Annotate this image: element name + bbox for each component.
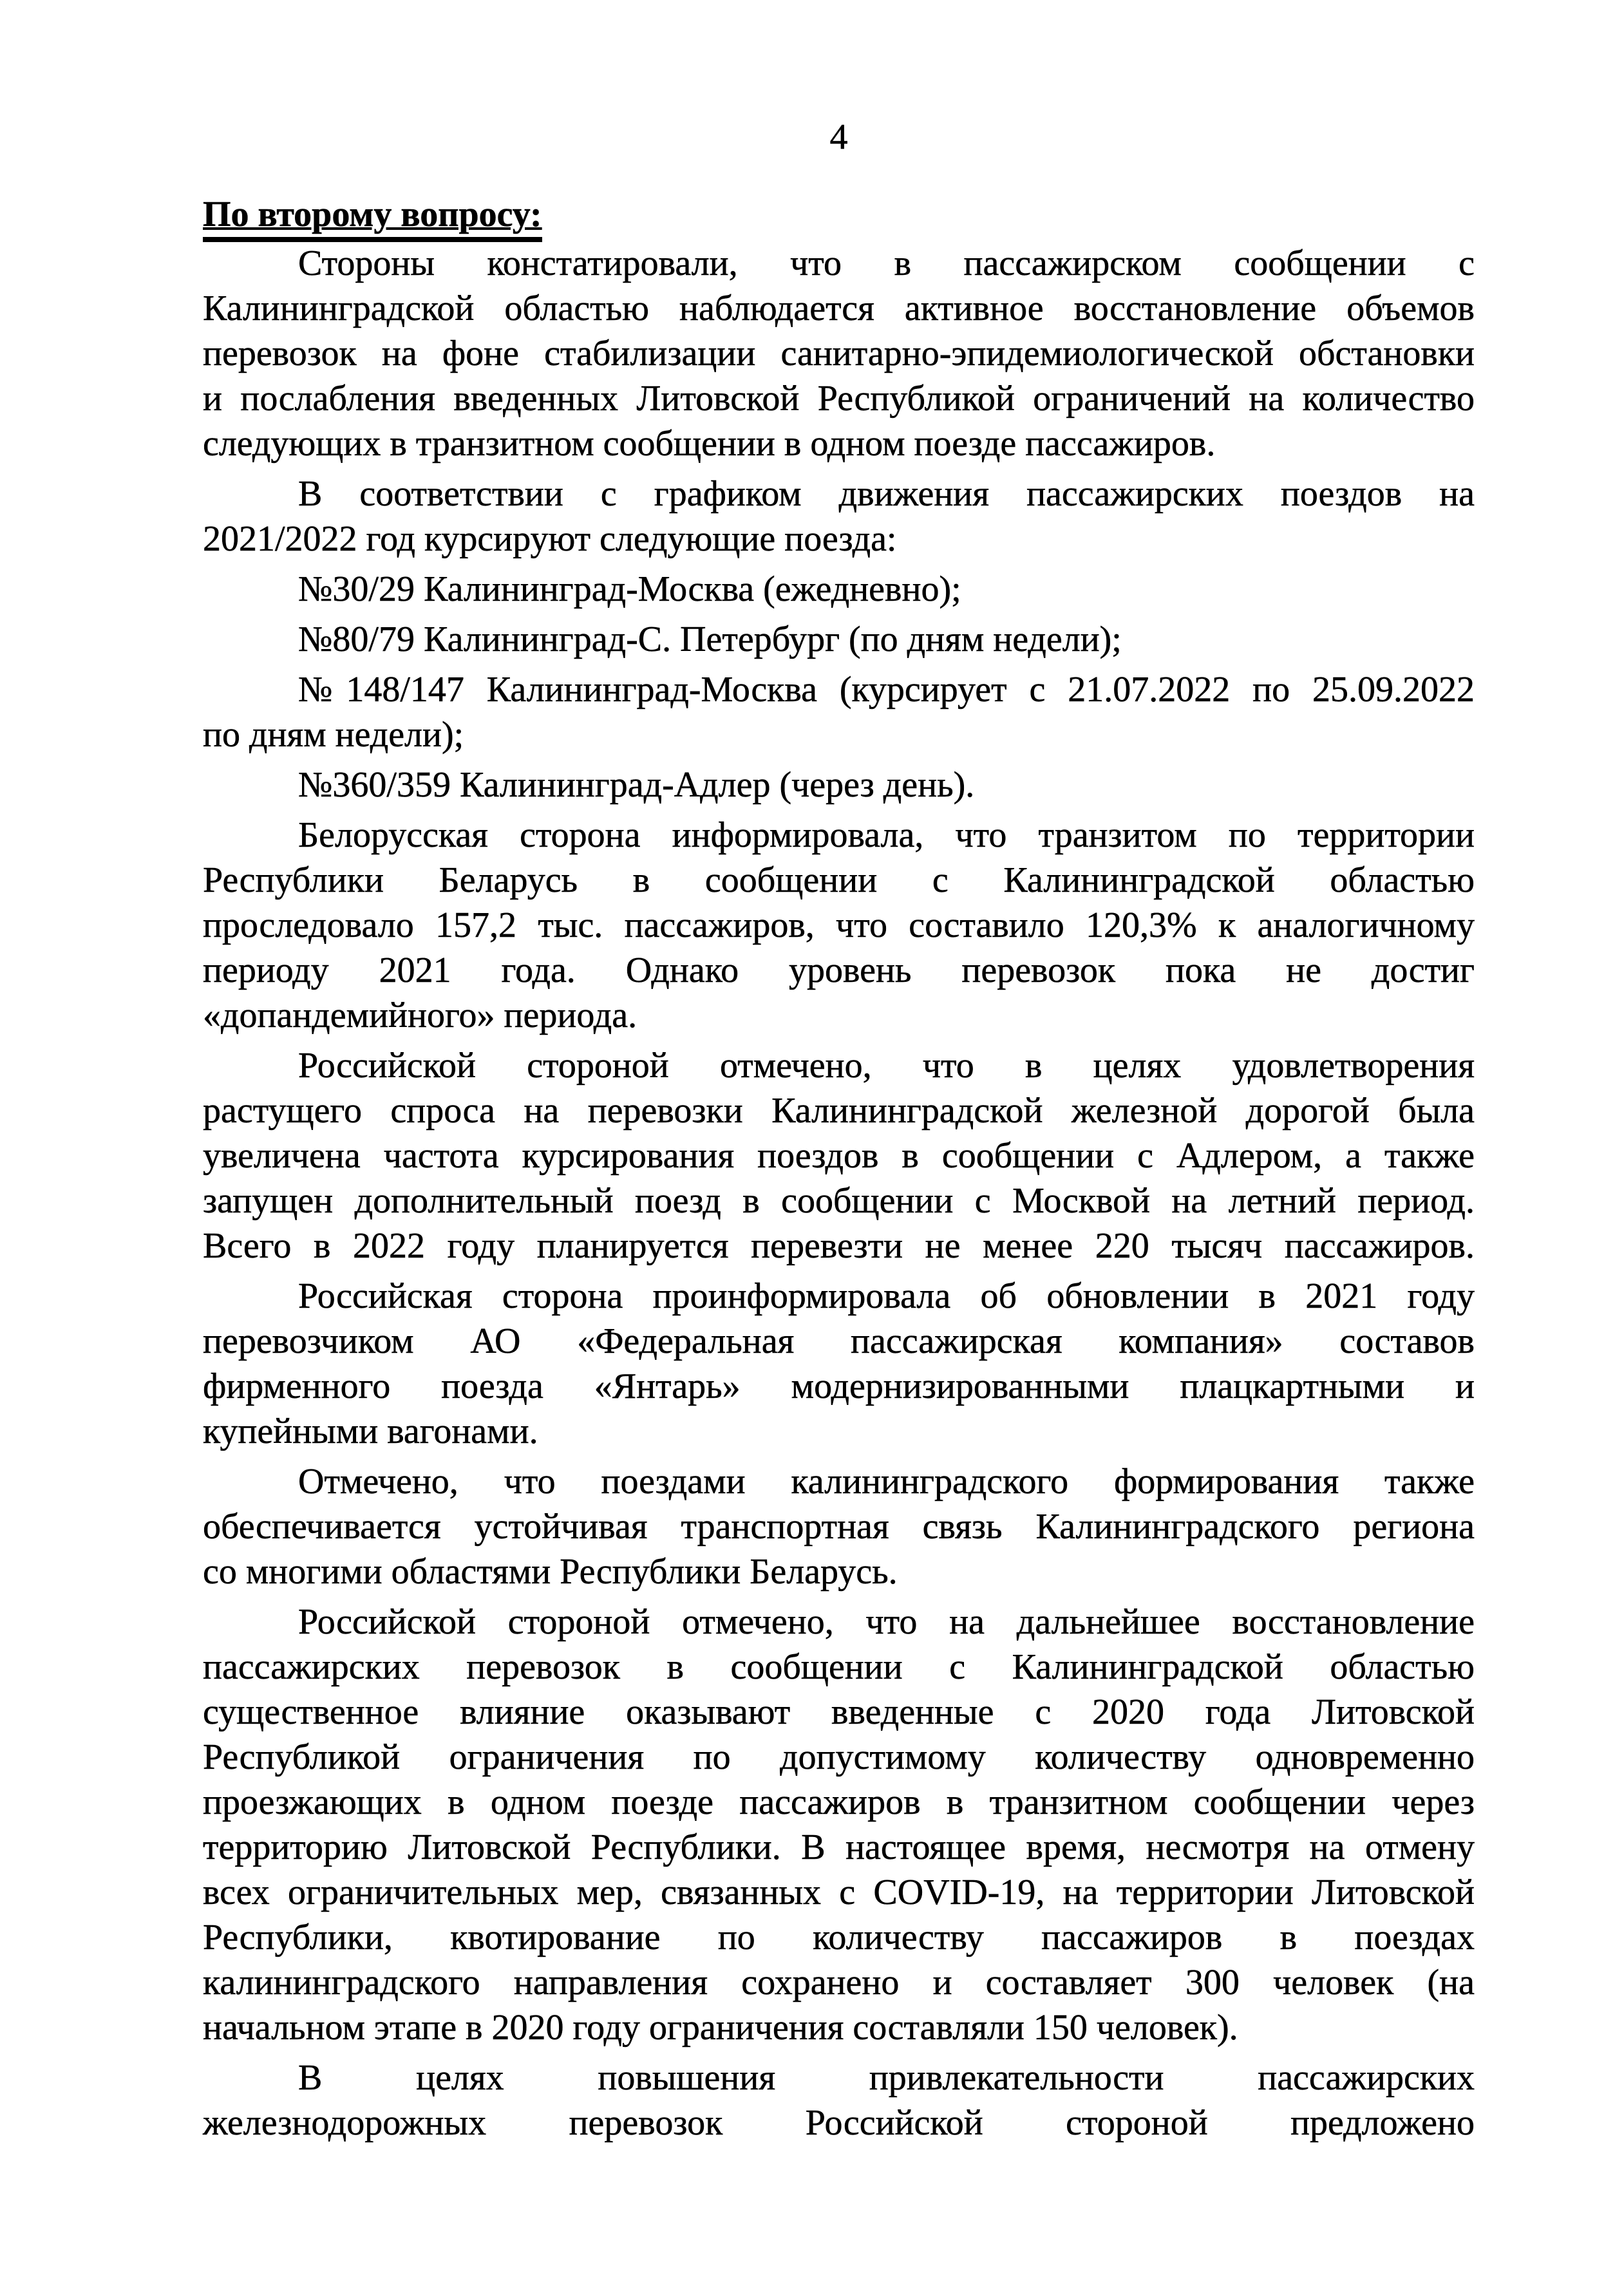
text-line: №80/79 Калининград-С. Петербург (по дням недели); (298, 619, 1122, 659)
text-line: Отмечено, что поездами калининградского формирования также (298, 1462, 1475, 1502)
document-content (203, 192, 1475, 2151)
text-line: Российская сторона проинформировала об обновлении в 2021 году (298, 1276, 1475, 1316)
text-line: существенное влияние оказывают введенные с 2020 года Литовской (203, 1692, 1475, 1732)
text-line: территорию Литовской Республики. В настоящее время, несмотря на отмену (203, 1827, 1475, 1867)
text-line: Российской стороной отмечено, что на дальнейшее восстановление (298, 1602, 1475, 1642)
text-line: проследовало 157,2 тыс. пассажиров, что составило 120,3% к аналогичному (203, 905, 1475, 945)
text-line: В целях повышения привлекательности пассажирских (298, 2058, 1475, 2098)
text-line: Всего в 2022 году планируется перевезти не менее 220 тысяч пассажиров. (203, 1226, 1475, 1266)
text-line: Республикой ограничения по допустимому количеству одновременно (203, 1737, 1475, 1777)
text-line: Российской стороной отмечено, что в целях удовлетворения (298, 1046, 1475, 1086)
text-line: №148/147 Калининград-Москва (курсирует с 21.07.2022 по 25.09.2022 (298, 670, 1475, 710)
paragraph (203, 2055, 1475, 2145)
paragraph (203, 813, 1475, 1038)
text-line: 2021/2022 год курсируют следующие поезда: (203, 519, 897, 559)
text-line: пассажирских перевозок в сообщении с Калининградской областью (203, 1647, 1475, 1687)
paragraph (203, 1599, 1475, 2050)
text-line: Республики, квотирование по количеству пассажиров в поездах (203, 1918, 1475, 1957)
text-line: №30/29 Калининград-Москва (ежедневно); (298, 569, 961, 609)
document-body (203, 241, 1475, 2145)
paragraph (203, 667, 1475, 757)
paragraph (203, 471, 1475, 561)
text-line: всех ограничительных мер, связанных с COVID-19, на территории Литовской (203, 1872, 1475, 1912)
paragraph (203, 567, 1475, 612)
text-line: фирменного поезда «Янтарь» модернизированными плацкартными и (203, 1366, 1475, 1406)
text-line: и послабления введенных Литовской Республикой ограничений на количество (203, 379, 1475, 419)
text-line: Республики Беларусь в сообщении с Калининградской областью (203, 860, 1475, 900)
paragraph (203, 1043, 1475, 1268)
text-line: купейными вагонами. (203, 1411, 538, 1451)
text-line: проезжающих в одном поезде пассажиров в транзитном сообщении через (203, 1782, 1475, 1822)
text-line: Стороны констатировали, что в пассажирском сообщении с (298, 243, 1475, 283)
text-line: растущего спроса на перевозки Калининградской железной дорогой была (203, 1091, 1475, 1131)
paragraph (203, 762, 1475, 807)
text-line: начальном этапе в 2020 году ограничения составляли 150 человек). (203, 2008, 1238, 2048)
paragraph (203, 1459, 1475, 1594)
page-number: 4 (829, 117, 848, 157)
text-line: Калининградской областью наблюдается активное восстановление объемов (203, 288, 1475, 328)
text-line: следующих в транзитном сообщении в одном поезде пассажиров. (203, 424, 1216, 464)
text-line: В соответствии с графиком движения пассажирских поездов на (298, 474, 1475, 514)
text-line: периоду 2021 года. Однако уровень перевозок пока не достиг (203, 950, 1475, 990)
text-line: обеспечивается устойчивая транспортная связь Калининградского региона (203, 1507, 1475, 1547)
text-line: Белорусская сторона информировала, что транзитом по территории (298, 815, 1475, 855)
text-line: увеличена частота курсирования поездов в сообщении с Адлером, а также (203, 1136, 1475, 1176)
text-line: запущен дополнительный поезд в сообщении с Москвой на летний период. (203, 1181, 1475, 1221)
section-heading-text: По второму вопросу: (203, 194, 542, 242)
paragraph (203, 241, 1475, 466)
text-line: по дням недели); (203, 715, 464, 755)
text-line: калининградского направления сохранено и составляет 300 человек (на (203, 1963, 1475, 2002)
text-line: №360/359 Калининград-Адлер (через день). (298, 765, 975, 805)
paragraph (203, 1274, 1475, 1454)
text-line: железнодорожных перевозок Российской стороной предложено (203, 2103, 1475, 2143)
text-line: со многими областями Республики Беларусь. (203, 1552, 898, 1592)
text-line: «допандемийного» периода. (203, 995, 637, 1035)
text-line: перевозчиком АО «Федеральная пассажирская компания» составов (203, 1321, 1475, 1361)
section-heading (203, 192, 1475, 237)
paragraph (203, 617, 1475, 662)
text-line: перевозок на фоне стабилизации санитарно-эпидемиологической обстановки (203, 334, 1475, 373)
